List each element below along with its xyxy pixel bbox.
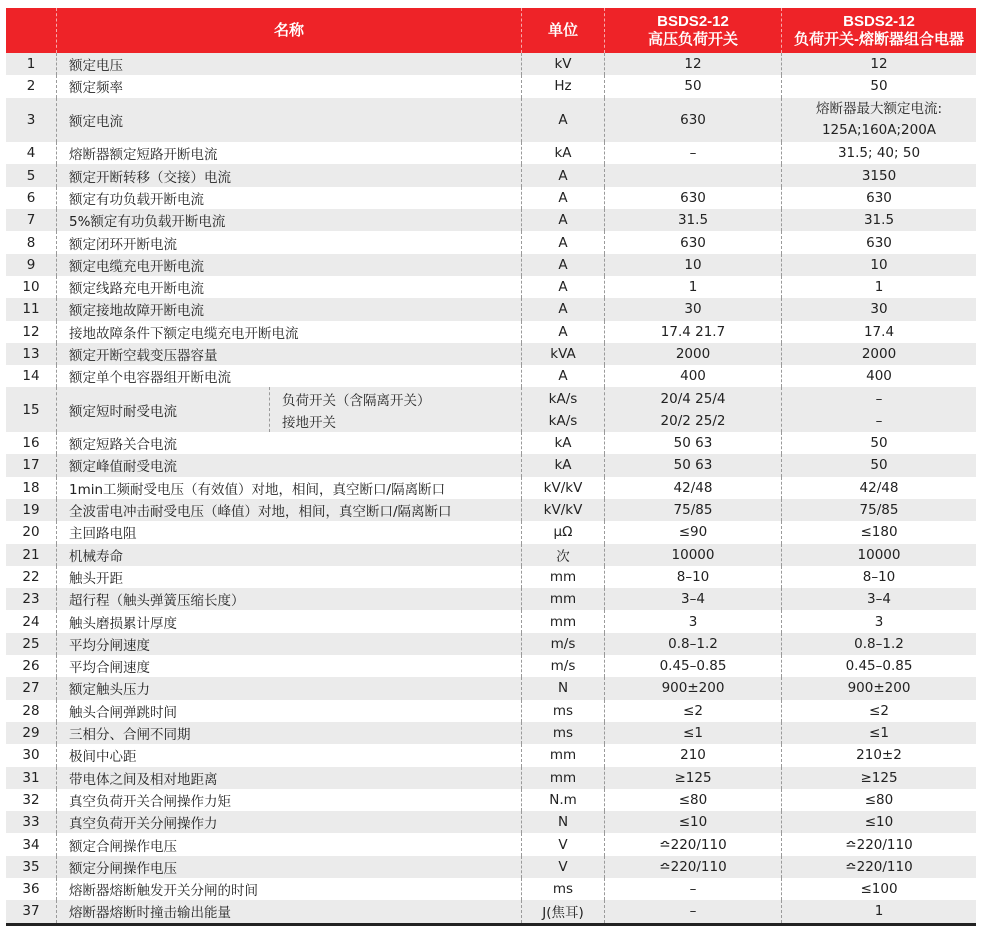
row-value-b: 31.5; 40; 50 xyxy=(781,142,976,164)
table-row xyxy=(6,856,976,878)
row-value-b: 900±200 xyxy=(781,677,976,699)
row-unit: mm xyxy=(521,744,604,766)
row-unit: μΩ xyxy=(521,521,604,543)
row-value-a: ≏220/110 xyxy=(604,856,781,878)
row-number: 25 xyxy=(22,635,40,652)
row-value-a: ≤10 xyxy=(604,811,781,833)
row-value-a: 20/2 25/2 xyxy=(660,412,726,429)
row-unit: A xyxy=(521,276,604,298)
row-number: 15 xyxy=(22,401,40,418)
row-value-b: 50 xyxy=(781,75,976,97)
table-row xyxy=(6,75,976,97)
row-value-b: ≏220/110 xyxy=(781,856,976,878)
row-value-b: 50 xyxy=(781,454,976,476)
header-col-a-model: BSDS2-12 xyxy=(657,12,729,30)
row-name: 平均合闸速度 xyxy=(56,655,521,677)
row-number: 36 xyxy=(22,881,40,898)
table-row xyxy=(6,744,976,766)
row-number: 31 xyxy=(22,769,40,786)
row-name: 熔断器熔断触发开关分闸的时间 xyxy=(56,878,521,900)
table-row xyxy=(6,209,976,231)
table-row xyxy=(6,655,976,677)
table-row xyxy=(6,477,976,499)
row-name: 真空负荷开关分闸操作力 xyxy=(56,811,521,833)
header-col-b xyxy=(781,8,976,53)
row-value-a: 31.5 xyxy=(604,209,781,231)
row-number: 23 xyxy=(22,591,40,608)
row-unit: A xyxy=(521,321,604,343)
table-row xyxy=(6,566,976,588)
row-unit: Hz xyxy=(521,75,604,97)
row-value-a: – xyxy=(604,878,781,900)
table-header xyxy=(6,8,976,53)
row-value-a: 50 xyxy=(604,75,781,97)
row-value-a: 12 xyxy=(604,53,781,75)
row-unit: 次 xyxy=(521,544,604,566)
table-row xyxy=(6,767,976,789)
row-name: 主回路电阻 xyxy=(56,521,521,543)
row-name: 超行程（触头弹簧压缩长度） xyxy=(56,588,521,610)
row-number: 18 xyxy=(22,479,40,496)
row-unit: m/s xyxy=(521,633,604,655)
row-value-b: ≤2 xyxy=(781,700,976,722)
row-unit: mm xyxy=(521,588,604,610)
row-value-a: ≤2 xyxy=(604,700,781,722)
row-unit: ms xyxy=(521,878,604,900)
table-row xyxy=(6,454,976,476)
row-value-b: ≤100 xyxy=(781,878,976,900)
row-unit: A xyxy=(521,231,604,253)
row-name: 接地故障条件下额定电缆充电开断电流 xyxy=(56,321,521,343)
row-number: 34 xyxy=(22,836,40,853)
row-unit: A xyxy=(521,365,604,387)
row-number: 21 xyxy=(22,546,40,563)
row-value-a: 400 xyxy=(604,365,781,387)
row-value-b: 50 xyxy=(781,432,976,454)
row-value-b: – xyxy=(875,390,883,407)
row-value-b: 2000 xyxy=(781,343,976,365)
table-row xyxy=(6,833,976,855)
row-value-a: 210 xyxy=(604,744,781,766)
row-unit: ms xyxy=(521,700,604,722)
table-row xyxy=(6,231,976,253)
row-value-a: 630 xyxy=(604,187,781,209)
row-name: 额定短路关合电流 xyxy=(56,432,521,454)
row-value-a: 0.8–1.2 xyxy=(604,633,781,655)
row-value-b: ≤1 xyxy=(781,722,976,744)
row-unit: kV/kV xyxy=(521,499,604,521)
row-value-b: ≏220/110 xyxy=(781,833,976,855)
row-value-b: 3–4 xyxy=(781,588,976,610)
row-value-b: 8–10 xyxy=(781,566,976,588)
row-name: 5%额定有功负载开断电流 xyxy=(56,209,521,231)
table-bottom-rule xyxy=(6,923,976,926)
table-row xyxy=(6,187,976,209)
row-value-a: 75/85 xyxy=(604,499,781,521)
table-row xyxy=(6,254,976,276)
row-value-b: 400 xyxy=(781,365,976,387)
row-unit: m/s xyxy=(521,655,604,677)
table-row xyxy=(6,53,976,75)
row-value-b: 210±2 xyxy=(781,744,976,766)
row-name: 1min工频耐受电压（有效值）对地，相间，真空断口/隔离断口 xyxy=(56,477,521,499)
row-value-b: 30 xyxy=(781,298,976,320)
row-unit: kA/s xyxy=(548,390,578,407)
row-name: 平均分闸速度 xyxy=(56,633,521,655)
row-value-b: 熔断器最大额定电流: xyxy=(815,100,943,117)
row-value-b: – xyxy=(875,412,883,429)
row-value-a: 2000 xyxy=(604,343,781,365)
row-number: 35 xyxy=(22,858,40,875)
row-value-a: 50 63 xyxy=(604,432,781,454)
row-number: 17 xyxy=(22,457,40,474)
table-row xyxy=(6,298,976,320)
row-unit: mm xyxy=(521,610,604,632)
row-unit: kV/kV xyxy=(521,477,604,499)
table-row xyxy=(6,164,976,186)
table-row xyxy=(6,521,976,543)
row-name: 额定合闸操作电压 xyxy=(56,833,521,855)
row-value-a: 0.45–0.85 xyxy=(604,655,781,677)
row-number: 7 xyxy=(26,212,36,229)
row-unit: V xyxy=(521,856,604,878)
row-value-a: ≤80 xyxy=(604,789,781,811)
row-name: 触头开距 xyxy=(56,566,521,588)
row-unit: N.m xyxy=(521,789,604,811)
row-value-b: 31.5 xyxy=(781,209,976,231)
row-number: 22 xyxy=(22,568,40,585)
row-number: 13 xyxy=(22,346,40,362)
row-name: 熔断器熔断时撞击输出能量 xyxy=(56,900,521,922)
row-number: 4 xyxy=(26,145,36,162)
row-name: 额定分闸操作电压 xyxy=(56,856,521,878)
table-row xyxy=(6,544,976,566)
row-value-b: 10 xyxy=(781,254,976,276)
table-row xyxy=(6,878,976,900)
row-unit: ms xyxy=(521,722,604,744)
table-row xyxy=(6,633,976,655)
table-row xyxy=(6,499,976,521)
row-number: 2 xyxy=(26,78,36,95)
row-unit: V xyxy=(521,833,604,855)
table-row xyxy=(6,321,976,343)
table-row xyxy=(6,98,976,143)
row-name: 额定闭环开断电流 xyxy=(56,231,521,253)
row-value-b: ≤180 xyxy=(781,521,976,543)
header-unit: 单位 xyxy=(521,8,604,53)
row-value-a: – xyxy=(604,900,781,922)
row-name: 额定短时耐受电流 xyxy=(56,387,269,432)
row-value-b: 3150 xyxy=(781,164,976,186)
row-number: 3 xyxy=(26,111,36,128)
header-col-b-model: BSDS2-12 xyxy=(843,12,915,30)
row-value-a: 8–10 xyxy=(604,566,781,588)
row-unit: kV xyxy=(521,53,604,75)
row-number: 28 xyxy=(22,702,40,719)
row-unit: A xyxy=(521,187,604,209)
row-value-a: ≤1 xyxy=(604,722,781,744)
row-name: 额定触头压力 xyxy=(56,677,521,699)
table-row xyxy=(6,677,976,699)
row-value-a: – xyxy=(604,142,781,164)
row-unit: mm xyxy=(521,566,604,588)
row-name: 额定线路充电开断电流 xyxy=(56,276,521,298)
table-row xyxy=(6,387,976,432)
row-name: 额定电流 xyxy=(56,98,521,143)
row-value-a: 30 xyxy=(604,298,781,320)
row-value-b: 10000 xyxy=(781,544,976,566)
row-value-b: 125A;160A;200A xyxy=(821,121,937,138)
row-subname: 接地开关 xyxy=(282,414,336,431)
row-name: 三相分、合闸不同期 xyxy=(56,722,521,744)
row-value-a: 900±200 xyxy=(604,677,781,699)
row-value-a: 10000 xyxy=(604,544,781,566)
row-number: 5 xyxy=(26,167,36,184)
row-value-b: ≤80 xyxy=(781,789,976,811)
row-value-b: 1 xyxy=(781,276,976,298)
row-unit: kVA xyxy=(521,343,604,365)
row-number: 26 xyxy=(22,658,40,675)
header-col-a xyxy=(604,8,781,53)
row-value-a: 50 63 xyxy=(604,454,781,476)
row-name: 额定开断空载变压器容量 xyxy=(56,343,521,365)
table-row xyxy=(6,365,976,387)
row-unit: A xyxy=(521,98,604,143)
row-subname: 负荷开关（含隔离开关） xyxy=(282,392,431,409)
row-number: 33 xyxy=(22,814,40,831)
row-value-a: 42/48 xyxy=(604,477,781,499)
row-unit: A xyxy=(521,164,604,186)
row-value-a: 630 xyxy=(604,98,781,143)
row-unit: kA xyxy=(521,142,604,164)
row-number: 24 xyxy=(22,613,40,630)
table-body xyxy=(6,53,976,923)
table-row xyxy=(6,276,976,298)
row-name: 额定频率 xyxy=(56,75,521,97)
row-value-b: 0.8–1.2 xyxy=(781,633,976,655)
row-number: 37 xyxy=(22,903,40,920)
row-value-a: 20/4 25/4 xyxy=(660,390,726,407)
row-value-a: ≤90 xyxy=(604,521,781,543)
row-number: 30 xyxy=(22,747,40,764)
row-value-a: 3–4 xyxy=(604,588,781,610)
row-name: 全波雷电冲击耐受电压（峰值）对地，相间，真空断口/隔离断口 xyxy=(56,499,521,521)
row-value-b: 12 xyxy=(781,53,976,75)
row-value-a: 17.4 21.7 xyxy=(604,321,781,343)
row-value-b: 1 xyxy=(781,900,976,922)
header-col-b-type: 负荷开关-熔断器组合电器 xyxy=(794,30,964,48)
row-unit: kA xyxy=(521,454,604,476)
row-number: 12 xyxy=(22,323,40,340)
header-col-a-type: 高压负荷开关 xyxy=(647,30,738,48)
table-row xyxy=(6,343,976,365)
table-row xyxy=(6,900,976,922)
row-value-b: 630 xyxy=(781,231,976,253)
row-value-b: 42/48 xyxy=(781,477,976,499)
row-unit: N xyxy=(521,677,604,699)
row-number: 20 xyxy=(22,524,40,541)
row-unit: kA xyxy=(521,432,604,454)
spec-table xyxy=(6,8,976,926)
row-unit: kA/s xyxy=(548,412,578,429)
row-value-b: 75/85 xyxy=(781,499,976,521)
row-unit: A xyxy=(521,209,604,231)
row-number: 10 xyxy=(22,279,40,296)
row-unit: N xyxy=(521,811,604,833)
row-value-a: ≥125 xyxy=(604,767,781,789)
row-unit: mm xyxy=(521,767,604,789)
table-row xyxy=(6,142,976,164)
header-name: 名称 xyxy=(56,8,521,53)
row-name: 额定开断转移（交接）电流 xyxy=(56,164,521,186)
row-value-a: ≏220/110 xyxy=(604,833,781,855)
row-value-b: 17.4 xyxy=(781,321,976,343)
row-number: 8 xyxy=(26,234,36,251)
table-row xyxy=(6,700,976,722)
table-row xyxy=(6,789,976,811)
header-no xyxy=(6,8,56,53)
row-value-b: ≥125 xyxy=(781,767,976,789)
row-number: 14 xyxy=(22,368,40,385)
table-row xyxy=(6,588,976,610)
row-number: 19 xyxy=(22,502,40,519)
row-number: 27 xyxy=(22,680,40,697)
row-value-a: 1 xyxy=(604,276,781,298)
row-value-a: 3 xyxy=(604,610,781,632)
row-number: 6 xyxy=(26,189,36,206)
row-value-a: 630 xyxy=(604,231,781,253)
row-number: 16 xyxy=(22,435,40,452)
row-number: 29 xyxy=(22,725,40,742)
row-name: 触头磨损累计厚度 xyxy=(56,610,521,632)
row-value-a xyxy=(604,164,781,186)
row-value-b: ≤10 xyxy=(781,811,976,833)
row-number: 9 xyxy=(26,256,36,273)
row-value-b: 0.45–0.85 xyxy=(781,655,976,677)
row-number: 32 xyxy=(22,791,40,808)
table-row xyxy=(6,432,976,454)
row-name: 熔断器额定短路开断电流 xyxy=(56,142,521,164)
row-name: 额定电缆充电开断电流 xyxy=(56,254,521,276)
row-name: 触头合闸弹跳时间 xyxy=(56,700,521,722)
row-unit: A xyxy=(521,298,604,320)
row-value-a: 10 xyxy=(604,254,781,276)
row-number: 11 xyxy=(22,301,40,318)
row-name: 额定接地故障开断电流 xyxy=(56,298,521,320)
row-value-b: 630 xyxy=(781,187,976,209)
table-row xyxy=(6,722,976,744)
table-row xyxy=(6,610,976,632)
row-number: 1 xyxy=(26,56,36,73)
table-row xyxy=(6,811,976,833)
row-name: 真空负荷开关合闸操作力矩 xyxy=(56,789,521,811)
row-unit: J(焦耳) xyxy=(521,900,604,922)
row-name: 机械寿命 xyxy=(56,544,521,566)
row-name: 额定电压 xyxy=(56,53,521,75)
row-name: 额定峰值耐受电流 xyxy=(56,454,521,476)
row-name: 带电体之间及相对地距离 xyxy=(56,767,521,789)
row-name: 额定有功负载开断电流 xyxy=(56,187,521,209)
row-value-b: 3 xyxy=(781,610,976,632)
row-name: 极间中心距 xyxy=(56,744,521,766)
row-name: 额定单个电容器组开断电流 xyxy=(56,365,521,387)
row-unit: A xyxy=(521,254,604,276)
